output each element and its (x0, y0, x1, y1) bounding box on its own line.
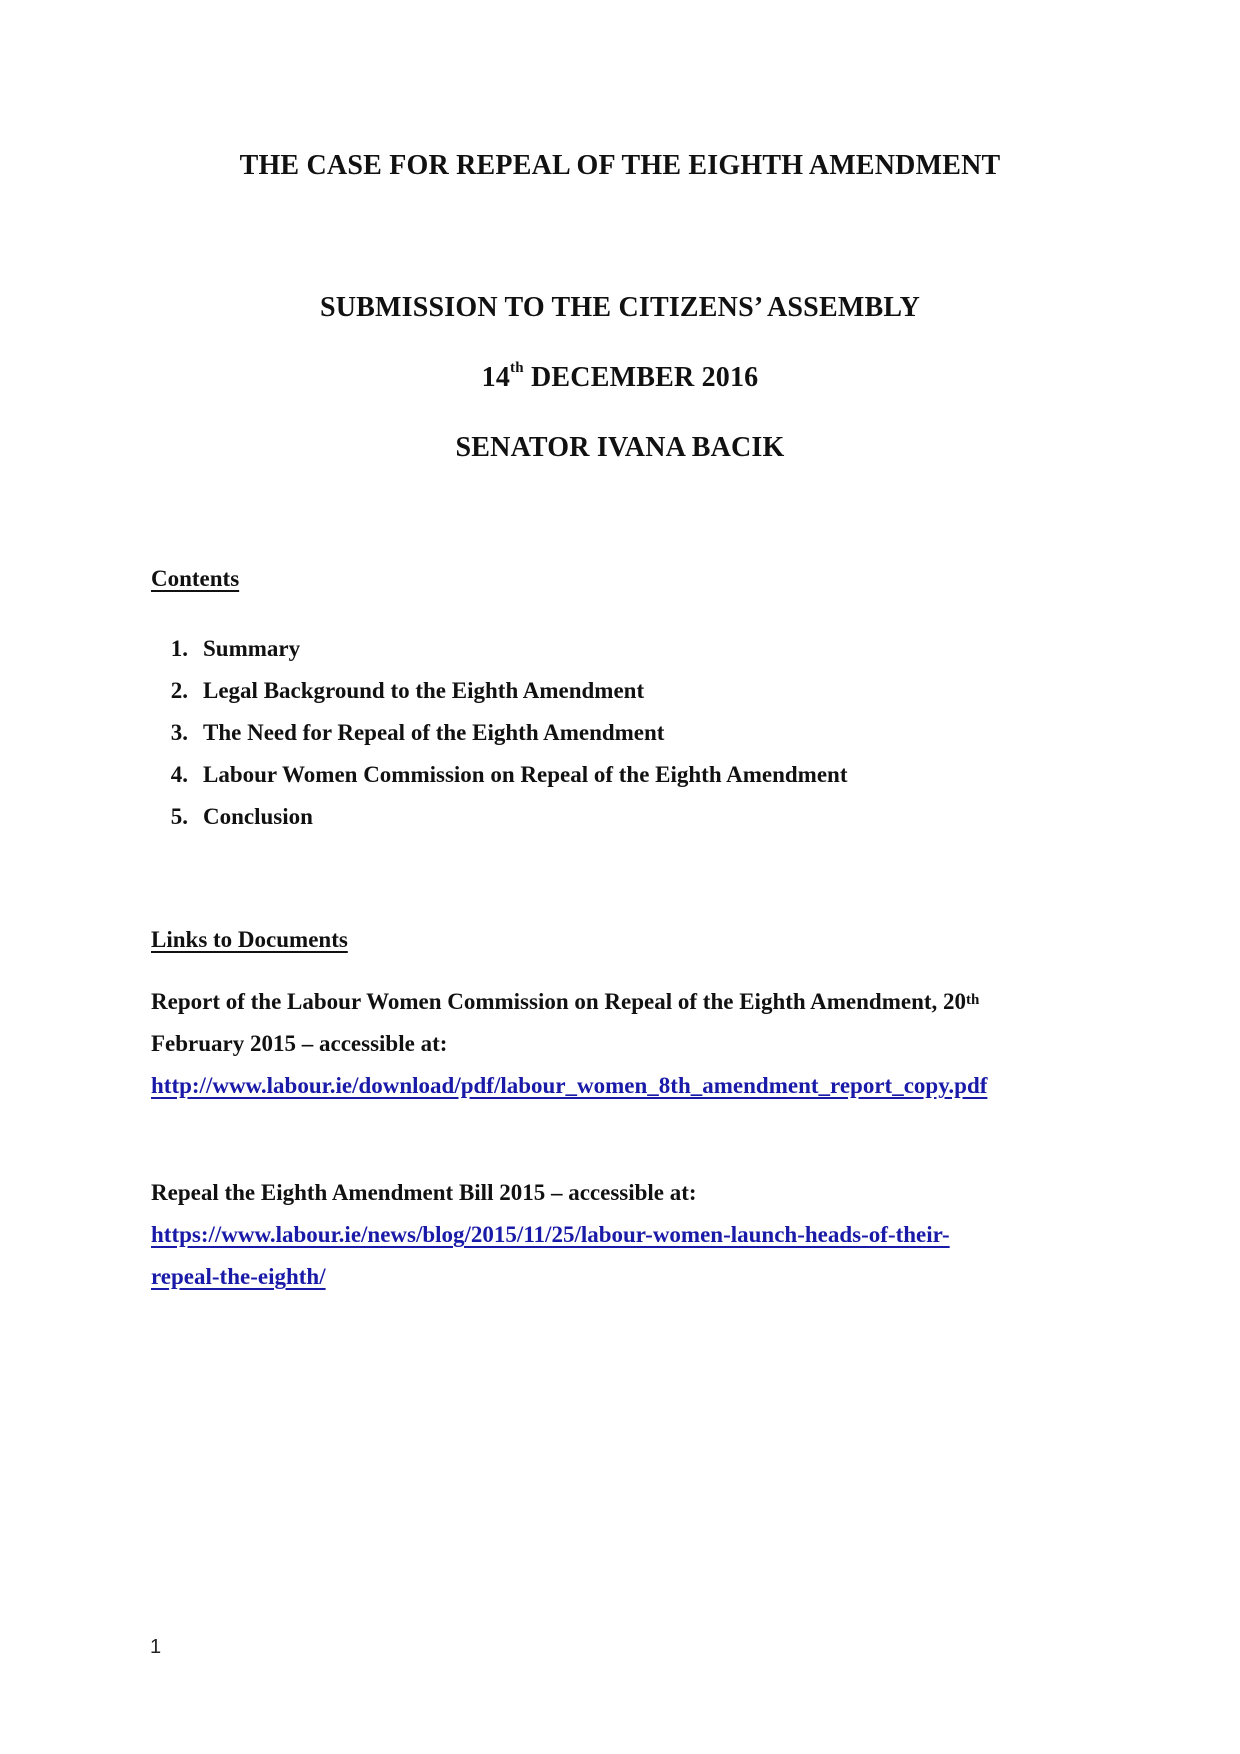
page-number: 1 (150, 1636, 162, 1658)
toc-item (151, 754, 848, 796)
toc-item-number: 4. (170, 762, 188, 787)
date-suffix: th (510, 360, 524, 376)
toc-item-number: 1. (170, 636, 188, 661)
table-of-contents (151, 628, 848, 838)
toc-item-label: The Need for Repeal of the Eighth Amendment (203, 720, 665, 745)
toc-item (151, 670, 848, 712)
toc-item-label: Labour Women Commission on Repeal of the Eighth Amendment (203, 762, 848, 787)
toc-item-label: Legal Background to the Eighth Amendment (203, 678, 645, 703)
report-line-1 (151, 981, 1096, 1023)
bill-text: Repeal the Eighth Amendment Bill 2015 – accessible at: (151, 1180, 697, 1205)
toc-item-number: 3. (170, 720, 188, 745)
toc-item (151, 712, 848, 754)
toc-item-label: Summary (203, 636, 301, 661)
toc-item-label: Conclusion (203, 804, 313, 829)
report-sup: th (966, 992, 980, 1008)
document-title: THE CASE FOR REPEAL OF THE EIGHTH AMENDMENT (239, 150, 1001, 181)
report-link-paragraph (151, 981, 1096, 1107)
toc-item-number: 5. (170, 804, 188, 829)
toc-item (151, 628, 848, 670)
bill-url-link-line1[interactable]: https://www.labour.ie/news/blog/2015/11/25/labour-women-launch-heads-of-their- (151, 1222, 950, 1247)
toc-item (151, 796, 848, 838)
contents-heading: Contents (151, 566, 240, 591)
bill-url-link-line2[interactable]: repeal-the-eighth/ (151, 1264, 326, 1289)
date-rest: DECEMBER 2016 (523, 362, 759, 393)
toc-item-number: 2. (170, 678, 188, 703)
author-name: SENATOR IVANA BACIK (455, 432, 785, 463)
links-heading: Links to Documents (151, 927, 348, 952)
date-day: 14 (481, 362, 511, 393)
report-text-b: February 2015 – accessible at: (151, 1031, 448, 1056)
submission-date (0, 362, 1240, 394)
report-url-link[interactable]: http://www.labour.ie/download/pdf/labour_women_8th_amendment_report_copy.pdf (151, 1073, 988, 1098)
report-text-a: Report of the Labour Women Commission on Repeal of the Eighth Amendment, 20 (151, 989, 967, 1014)
bill-link-paragraph (151, 1172, 1096, 1298)
document-subtitle: SUBMISSION TO THE CITIZENS’ ASSEMBLY (319, 292, 921, 323)
